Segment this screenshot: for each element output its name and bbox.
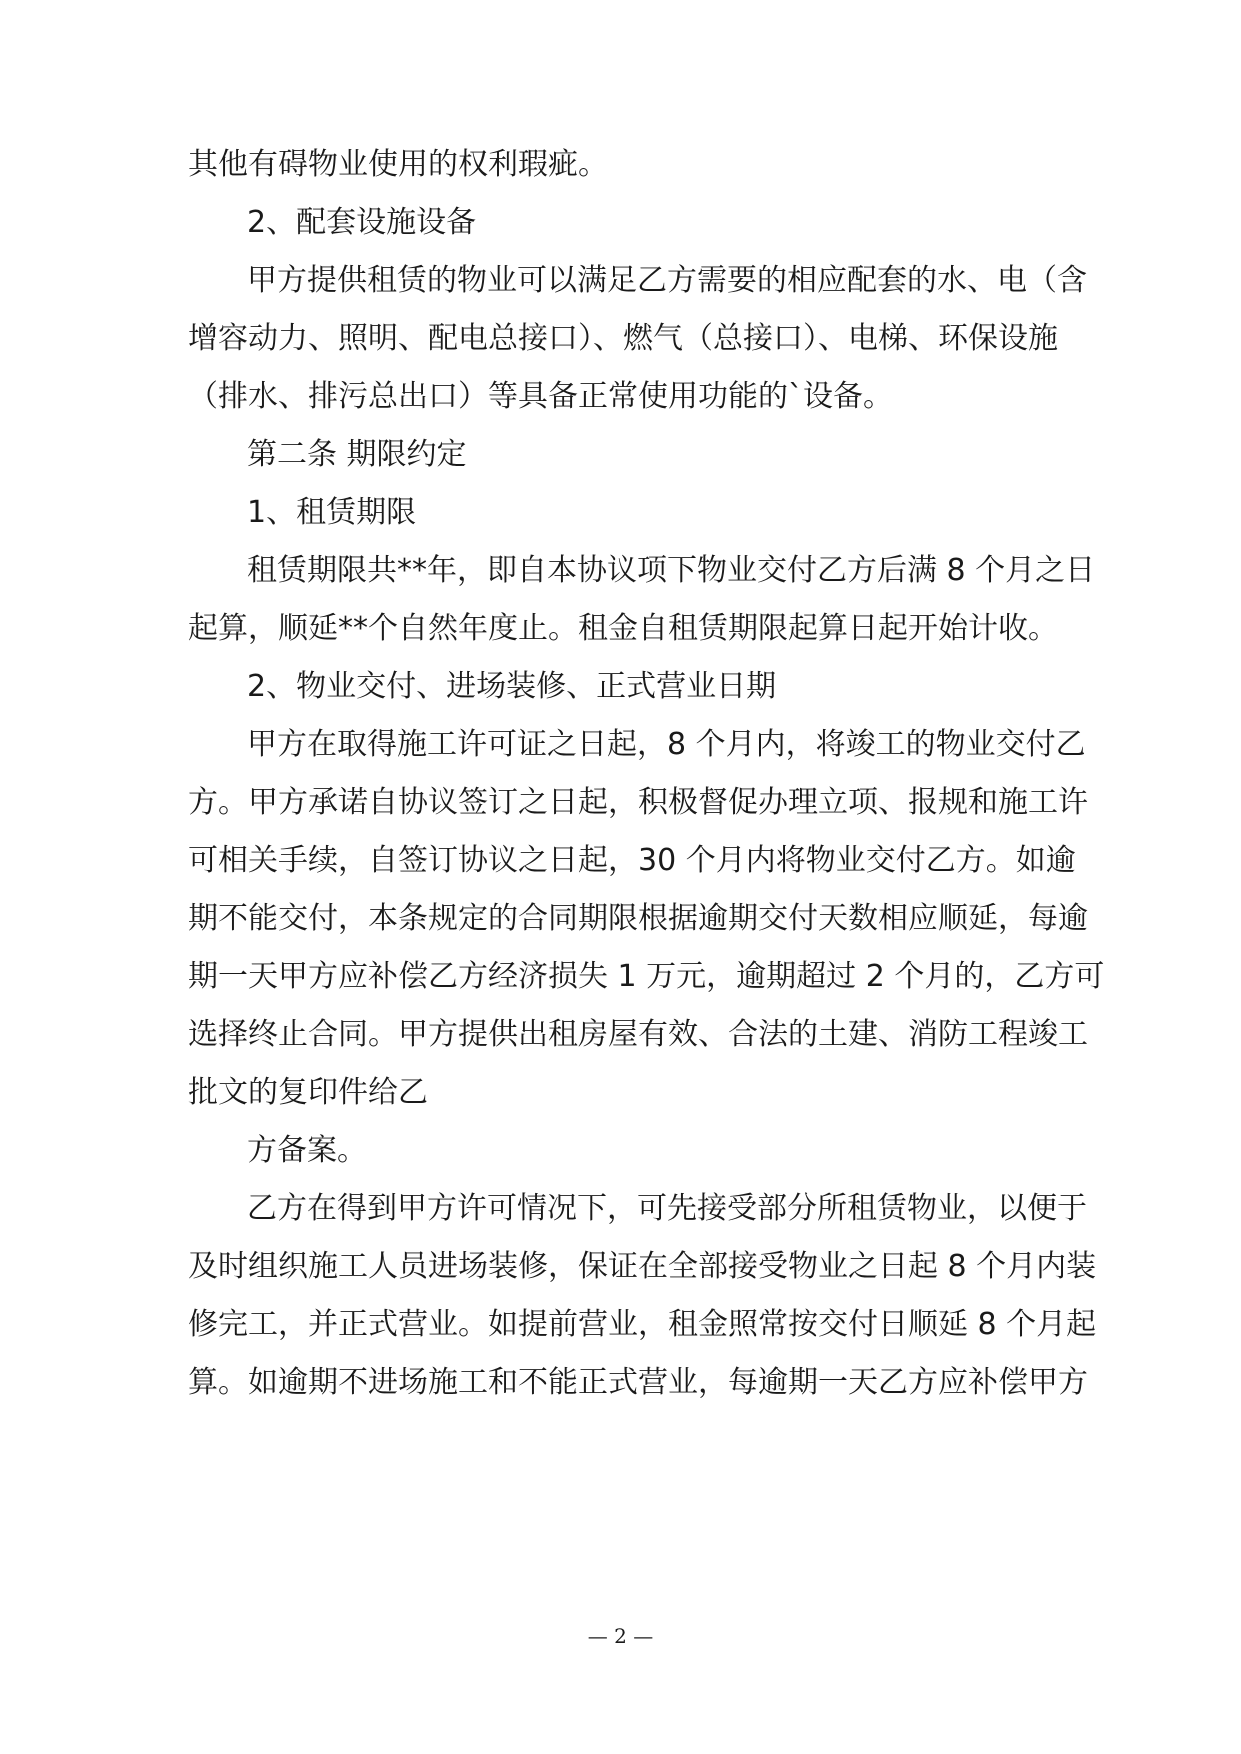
text-line: 批文的复印件给乙 xyxy=(188,1075,428,1110)
section-heading: 2、物业交付、进场装修、正式营业日期 xyxy=(247,669,777,704)
text-line: 及时组织施工人员进场装修，保证在全部接受物业之日起 8 个月内装 xyxy=(188,1249,1097,1284)
text-line: 算。如逾期不进场施工和不能正式营业，每逾期一天乙方应补偿甲方 xyxy=(188,1365,1088,1400)
text-line: 修完工，并正式营业。如提前营业，租金照常按交付日顺延 8 个月起 xyxy=(188,1307,1097,1342)
page-number: — 2 — xyxy=(587,1624,654,1648)
text-line: 可相关手续，自签订协议之日起，30 个月内将物业交付乙方。如逾 xyxy=(188,843,1076,878)
text-line: （排水、排污总出口）等具备正常使用功能的`设备。 xyxy=(188,379,893,414)
section-heading: 1、租赁期限 xyxy=(247,495,417,530)
article-heading: 第二条 期限约定 xyxy=(247,437,467,472)
text-line: 其他有碍物业使用的权利瑕疵。 xyxy=(188,147,608,182)
text-line: 甲方在取得施工许可证之日起，8 个月内，将竣工的物业交付乙 xyxy=(247,727,1086,762)
text-line: 乙方在得到甲方许可情况下，可先接受部分所租赁物业，以便于 xyxy=(247,1191,1087,1226)
text-line: 起算，顺延**个自然年度止。租金自租赁期限起算日起开始计收。 xyxy=(188,611,1058,646)
text-line: 甲方提供租赁的物业可以满足乙方需要的相应配套的水、电（含 xyxy=(247,263,1087,298)
text-line: 期不能交付，本条规定的合同期限根据逾期交付天数相应顺延，每逾 xyxy=(188,901,1088,936)
text-line: 增容动力、照明、配电总接口）、燃气（总接口）、电梯、环保设施 xyxy=(188,321,1058,356)
section-heading: 2、配套设施设备 xyxy=(247,205,477,240)
text-line: 方。甲方承诺自协议签订之日起，积极督促办理立项、报规和施工许 xyxy=(188,785,1088,820)
text-line: 选择终止合同。甲方提供出租房屋有效、合法的土建、消防工程竣工 xyxy=(188,1017,1088,1052)
text-line: 期一天甲方应补偿乙方经济损失 1 万元，逾期超过 2 个月的，乙方可 xyxy=(188,959,1105,994)
text-line: 方备案。 xyxy=(247,1133,367,1168)
text-line: 租赁期限共**年，即自本协议项下物业交付乙方后满 8 个月之日 xyxy=(247,553,1096,588)
